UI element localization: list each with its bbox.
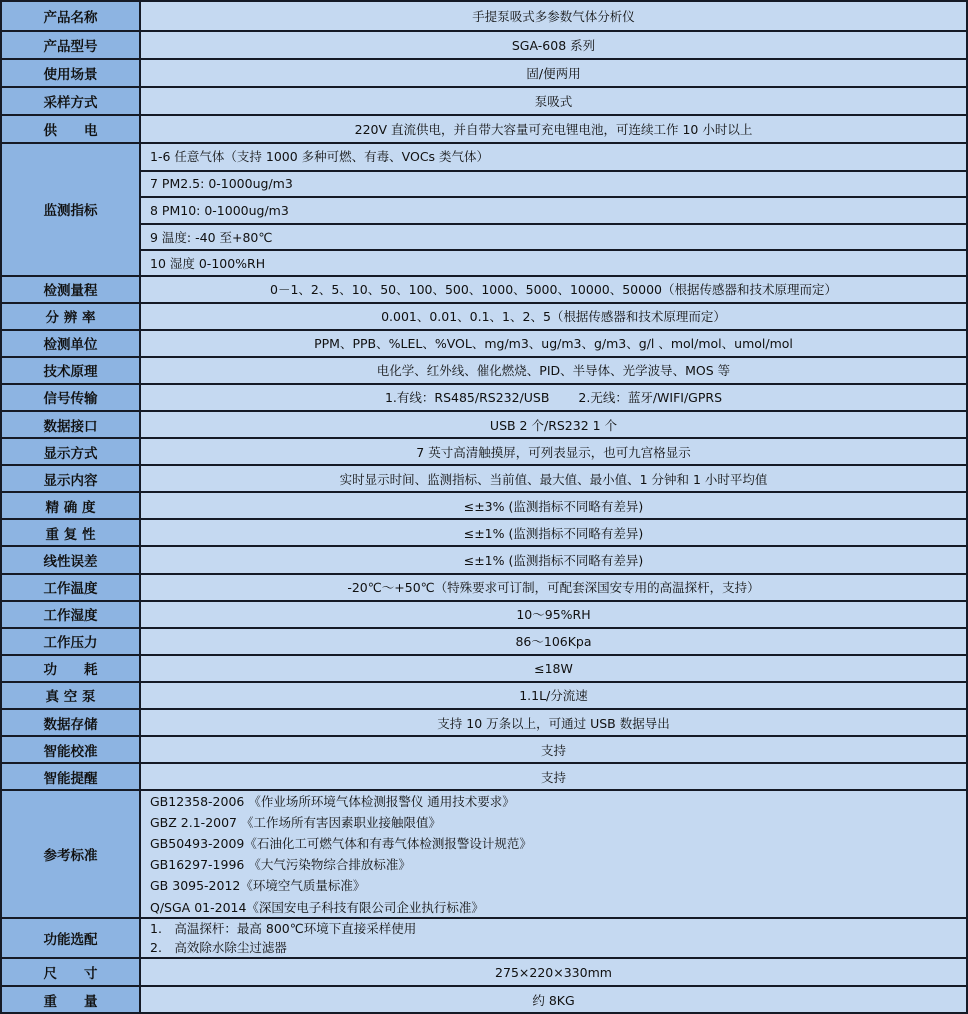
optional-feature-list — [141, 919, 966, 957]
row-value: 电化学、红外线、催化燃烧、PID、半导体、光学波导、MOS 等 — [141, 358, 966, 383]
optional-feature-item: 2. 高效除水除尘过滤器 — [150, 940, 287, 956]
row-label: 数据存储 — [2, 710, 141, 735]
row-dimensions — [2, 957, 966, 985]
row-value: 实时显示时间、监测指标、当前值、最大值、最小值、1 分钟和 1 小时平均值 — [141, 466, 966, 491]
row-monitoring-indicators — [2, 142, 966, 275]
row-product-model — [2, 30, 966, 58]
row-value: ≤±1% (监测指标不同略有差异) — [141, 520, 966, 545]
monitoring-indicator-item: 9 温度: -40 至+80℃ — [141, 223, 966, 250]
reference-standard-item: GBZ 2.1-2007 《工作场所有害因素职业接触限值》 — [150, 814, 441, 830]
row-value — [141, 919, 966, 957]
row-value: 10～95%RH — [141, 602, 966, 627]
row-value: PPM、PPB、%LEL、%VOL、mg/m3、ug/m3、g/m3、g/l 、mol/mol、umol/mol — [141, 331, 966, 356]
reference-standard-item: GB12358-2006 《作业场所环境气体检测报警仪 通用技术要求》 — [150, 793, 515, 809]
row-label: 工作压力 — [2, 629, 141, 654]
row-label: 数据接口 — [2, 412, 141, 437]
row-value: SGA-608 系列 — [141, 32, 966, 58]
row-label: 显示内容 — [2, 466, 141, 491]
monitoring-indicator-list — [141, 143, 966, 276]
row-label: 信号传输 — [2, 385, 141, 410]
row-label: 供 电 — [2, 116, 141, 142]
reference-standard-item: GB16297-1996 《大气污染物综合排放标准》 — [150, 857, 411, 873]
reference-standard-list — [141, 791, 966, 917]
row-label: 真 空 泵 — [2, 683, 141, 708]
row-label: 检测单位 — [2, 331, 141, 356]
row-usage-scene — [2, 58, 966, 86]
row-label: 功能选配 — [2, 919, 141, 957]
row-vacuum-pump — [2, 681, 966, 708]
row-label: 监测指标 — [2, 144, 141, 275]
row-sampling-method — [2, 86, 966, 114]
row-label: 智能提醒 — [2, 764, 141, 789]
row-reference-standards — [2, 789, 966, 917]
row-label: 技术原理 — [2, 358, 141, 383]
row-value: 手提泵吸式多参数气体分析仪 — [141, 2, 966, 30]
row-value: 泵吸式 — [141, 88, 966, 114]
row-smart-calibration — [2, 735, 966, 762]
row-data-interface — [2, 410, 966, 437]
row-label: 精 确 度 — [2, 493, 141, 518]
row-detection-range — [2, 275, 966, 302]
monitoring-indicator-item: 8 PM10: 0-1000ug/m3 — [141, 196, 966, 223]
row-value: 支持 — [141, 764, 966, 789]
row-label: 产品名称 — [2, 2, 141, 30]
row-value: 支持 — [141, 737, 966, 762]
row-label: 采样方式 — [2, 88, 141, 114]
row-detection-unit — [2, 329, 966, 356]
row-accuracy — [2, 491, 966, 518]
row-resolution — [2, 302, 966, 329]
row-value: 0－1、2、5、10、50、100、500、1000、5000、10000、50000（根据传感器和技术原理而定） — [141, 277, 966, 302]
row-data-storage — [2, 708, 966, 735]
monitoring-indicator-item: 1-6 任意气体（支持 1000 多种可燃、有毒、VOCs 类气体） — [150, 149, 490, 165]
row-label: 智能校准 — [2, 737, 141, 762]
row-value: 支持 10 万条以上，可通过 USB 数据导出 — [141, 710, 966, 735]
row-value: 1.有线：RS485/RS232/USB 2.无线：蓝牙/WIFI/GPRS — [141, 385, 966, 410]
row-value: ≤±3% (监测指标不同略有差异) — [141, 493, 966, 518]
row-smart-reminder — [2, 762, 966, 789]
row-value: 固/便两用 — [141, 60, 966, 86]
row-technical-principle — [2, 356, 966, 383]
row-label: 重 量 — [2, 987, 141, 1012]
row-value — [141, 791, 966, 917]
row-optional-features — [2, 917, 966, 957]
row-label: 参考标准 — [2, 791, 141, 917]
monitoring-indicator-item: 7 PM2.5: 0-1000ug/m3 — [141, 170, 966, 197]
row-value: USB 2 个/RS232 1 个 — [141, 412, 966, 437]
row-label: 使用场景 — [2, 60, 141, 86]
reference-standard-item: GB 3095-2012《环境空气质量标准》 — [150, 878, 366, 894]
reference-standard-item: Q/SGA 01-2014《深国安电子科技有限公司企业执行标准》 — [150, 899, 484, 915]
row-value: ≤±1% (监测指标不同略有差异) — [141, 547, 966, 572]
row-label: 显示方式 — [2, 439, 141, 464]
row-value: 86～106Kpa — [141, 629, 966, 654]
row-power-consumption — [2, 654, 966, 681]
row-display-content — [2, 464, 966, 491]
row-working-pressure — [2, 627, 966, 654]
row-label: 尺 寸 — [2, 959, 141, 985]
row-value: 220V 直流供电，并自带大容量可充电锂电池，可连续工作 10 小时以上 — [141, 116, 966, 142]
row-value: ≤18W — [141, 656, 966, 681]
row-value: 7 英寸高清触摸屏，可列表显示，也可九宫格显示 — [141, 439, 966, 464]
reference-standard-item: GB50493-2009《石油化工可燃气体和有毒气体检测报警设计规范》 — [150, 836, 532, 852]
row-label: 功 耗 — [2, 656, 141, 681]
row-label: 分 辨 率 — [2, 304, 141, 329]
row-label: 检测量程 — [2, 277, 141, 302]
row-value: 0.001、0.01、0.1、1、2、5（根据传感器和技术原理而定） — [141, 304, 966, 329]
row-value: 约 8KG — [141, 987, 966, 1012]
row-value: 275×220×330mm — [141, 959, 966, 985]
row-label: 工作湿度 — [2, 602, 141, 627]
row-value: 1.1L/分流速 — [141, 683, 966, 708]
optional-feature-item: 1. 高温探杆：最高 800℃环境下直接采样使用 — [150, 921, 417, 937]
row-signal-transmission — [2, 383, 966, 410]
row-weight — [2, 985, 966, 1012]
row-working-temperature — [2, 573, 966, 600]
row-label: 工作温度 — [2, 575, 141, 600]
row-display-mode — [2, 437, 966, 464]
row-linearity-error — [2, 545, 966, 572]
row-value: -20℃～+50℃（特殊要求可订制，可配套深国安专用的高温探杆，支持） — [141, 575, 966, 600]
row-working-humidity — [2, 600, 966, 627]
row-label: 线性误差 — [2, 547, 141, 572]
row-value — [141, 144, 966, 275]
row-repeatability — [2, 518, 966, 545]
row-product-name — [2, 2, 966, 30]
monitoring-indicator-item: 10 湿度 0-100%RH — [141, 249, 966, 276]
row-label: 产品型号 — [2, 32, 141, 58]
row-power-supply — [2, 114, 966, 142]
row-label: 重 复 性 — [2, 520, 141, 545]
